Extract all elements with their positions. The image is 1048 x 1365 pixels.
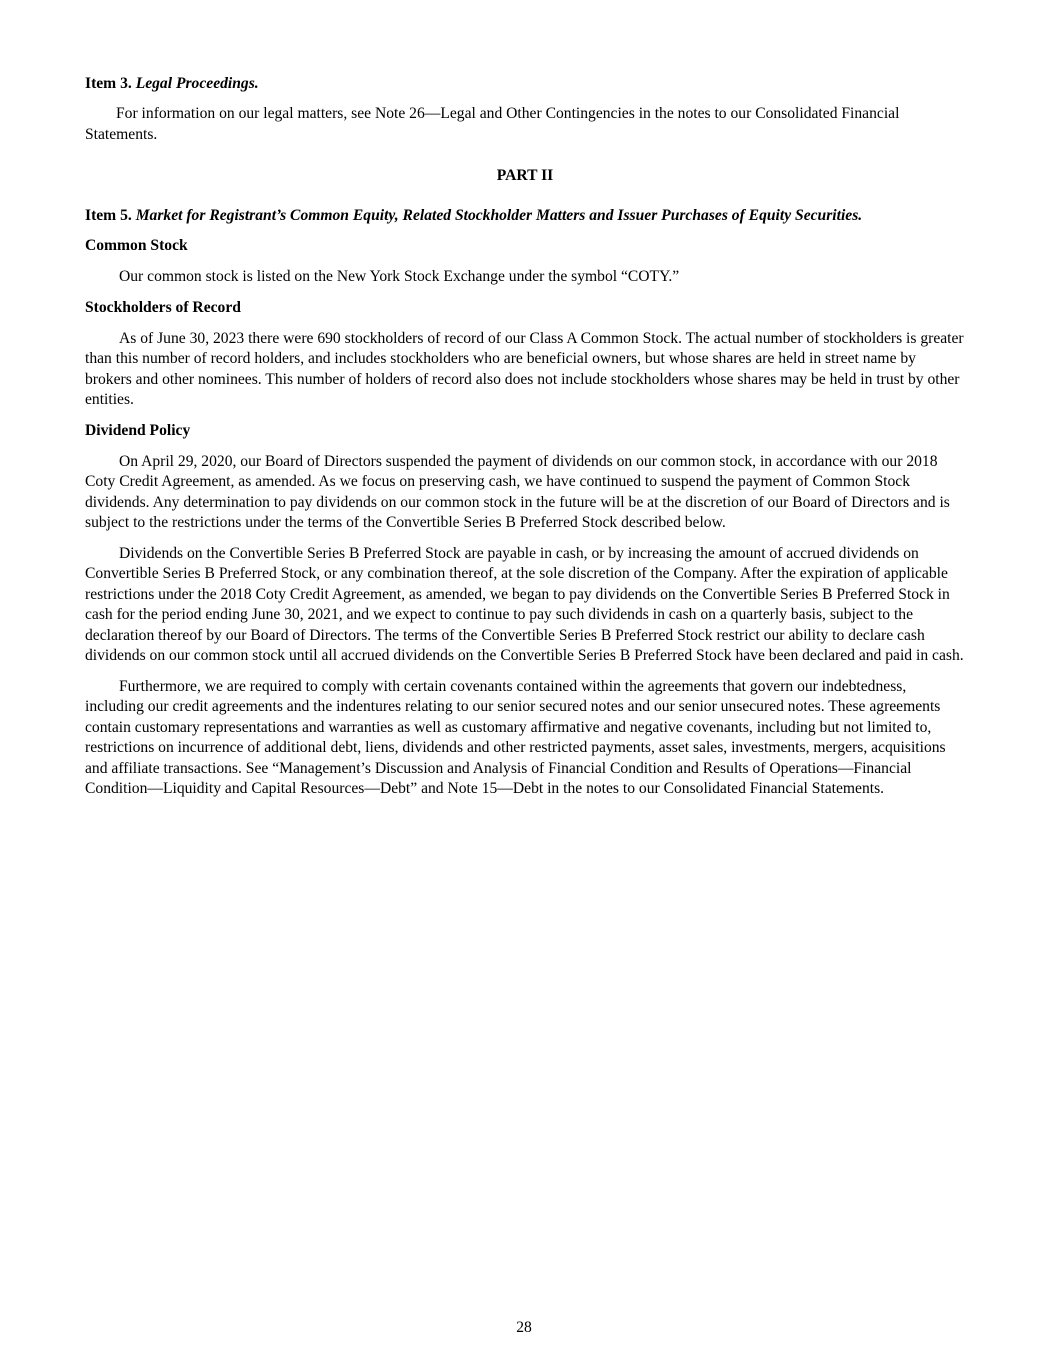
item-5-label: Item 5. xyxy=(85,207,132,224)
item-5-title: Market for Registrant’s Common Equity, Related Stockholder Matters and Issuer Purchases of Equity Securities. xyxy=(135,207,863,224)
dividend-policy-heading: Dividend Policy xyxy=(85,421,191,439)
page-number: 28 xyxy=(516,1319,532,1336)
dividend-policy-paragraph-2: Dividends on the Convertible Series B Preferred Stock are payable in cash, or by increasing the amount of accrued dividends on Convertible Series B Preferred Stock, or any combination thereof, at the sole discretion of the Company. After the expiration of applicable restrictions under the 2018 Coty Credit Agreement, as amended, we began to pay dividends on the Convertible Series B Preferred Stock in cash for the period ending June 30, 2021, and we expect to continue to pay such dividends in cash on a quarterly basis, subject to the declaration thereof by our Board of Directors. The terms of the Convertible Series B Preferred Stock restrict our ability to declare cash dividends on our common stock until all accrued dividends on the Convertible Series B Preferred Stock have been declared and paid in cash. xyxy=(85,544,964,664)
item-5-heading xyxy=(85,206,965,226)
item-3-heading xyxy=(85,74,965,94)
part-heading: PART II xyxy=(496,167,554,184)
item-3-label: Item 3. xyxy=(85,75,132,92)
dividend-policy-paragraph-3: Furthermore, we are required to comply with certain covenants contained within the agreements that govern our indebtedness, including our credit agreements and the indentures relating to our senior secured notes and our senior unsecured notes. These agreements contain customary representations and warranties as well as customary affirmative and negative covenants, including but not limited to, restrictions on incurrence of additional debt, liens, dividends and other restricted payments, asset sales, investments, mergers, acquisitions and affiliate transactions. See “Management’s Discussion and Analysis of Financial Condition and Results of Operations—Financial Condition—Liquidity and Capital Resources—Debt” and Note 15—Debt in the notes to our Consolidated Financial Statements. xyxy=(85,677,946,797)
item-3-title: Legal Proceedings. xyxy=(135,75,259,92)
common-stock-paragraph: Our common stock is listed on the New York Stock Exchange under the symbol “COTY.” xyxy=(119,268,680,285)
legal-proceedings-paragraph: For information on our legal matters, see Note 26—Legal and Other Contingencies in the notes to our Consolidated Financial Statements. xyxy=(85,105,900,143)
common-stock-heading: Common Stock xyxy=(85,237,188,254)
dividend-policy-paragraph-1: On April 29, 2020, our Board of Directors suspended the payment of dividends on our common stock, in accordance with our 2018 Coty Credit Agreement, as amended. As we focus on preserving cash, we have continued to suspend the payment of Common Stock dividends. Any determination to pay dividends on our common stock in the future will be at the discretion of our Board of Directors and is subject to the restrictions under the terms of the Convertible Series B Preferred Stock described below. xyxy=(85,452,950,531)
stockholders-of-record-paragraph: As of June 30, 2023 there were 690 stockholders of record of our Class A Common Stock. The actual number of stockholders is greater than this number of record holders, and includes stockholders who are beneficial owners, but whose shares are held in street name by brokers and other nominees. This number of holders of record also does not include stockholders whose shares may be held in trust by other entities. xyxy=(85,329,964,408)
stockholders-of-record-heading: Stockholders of Record xyxy=(85,298,241,316)
document-page xyxy=(85,74,965,810)
